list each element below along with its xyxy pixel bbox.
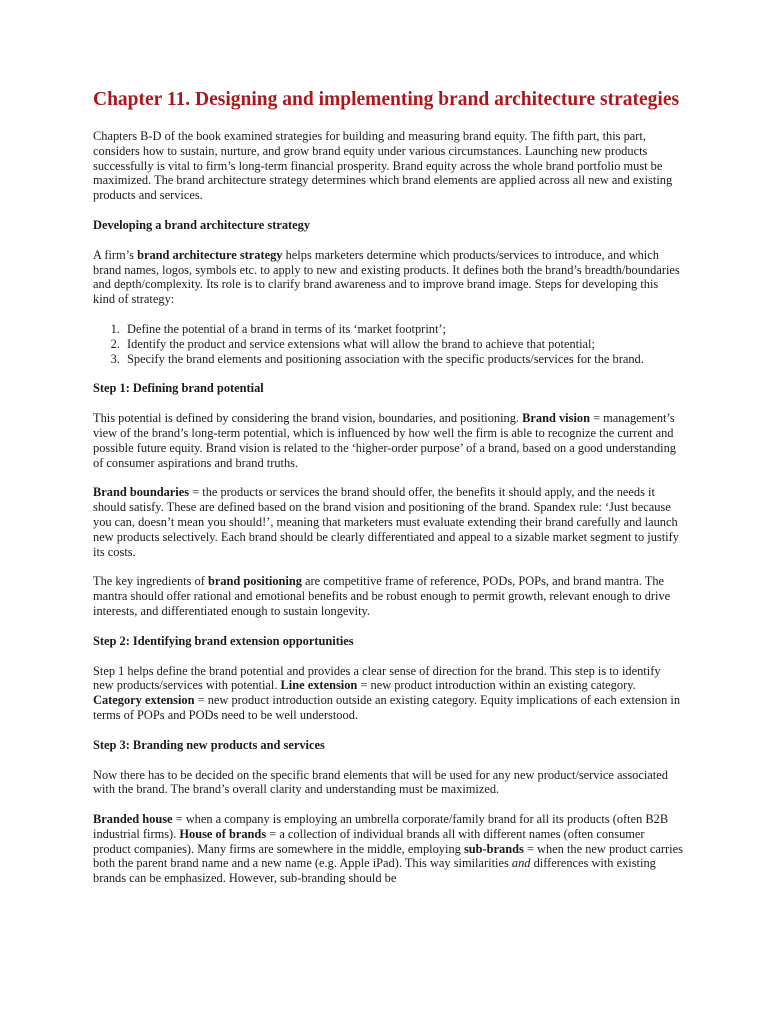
- list-item: 1. Define the potential of a brand in terms of its ‘market footprint’;: [123, 322, 683, 337]
- step1-paragraph-boundaries: Brand boundaries = the products or services the brand should offer, the benefits it should apply, and the needs it should satisfy. These are defined based on the brand vision and positioning of the brand. Spandex rule: ‘Just because you can, doesn’t mean you should!’, meaning that marketers must evaluate extending their brand carefully and launch new products selectively. Each brand should be clearly differentiated and appeal to a sizable market segment to justify its costs.: [93, 485, 679, 559]
- term-sub-brands: sub-brands: [463, 841, 524, 856]
- term-category-extension: Category extension: [93, 693, 195, 708]
- term-brand-architecture-strategy: brand architecture strategy: [137, 247, 283, 262]
- step3-paragraph-elements: Now there has to be decided on the specific brand elements that will be used for any new product/service associated with the brand. The brand’s overall clarity and understanding must be maximized.: [93, 767, 668, 797]
- step3-paragraph-branding: Branded house = when a company is employing an umbrella corporate/family brand for all its products (often B2B industrial firms). House of brands = a collection of individual brands all with different names (often consumer product companies). Many firms are somewhere in the middle, employing sub-brands = when the new product carries both the parent brand name and a new name (e.g. Apple iPad). This way similarities and differences with existing brands can be emphasized. However, sub-branding should be: [93, 812, 683, 886]
- term-house-of-brands: House of brands: [179, 826, 267, 841]
- term-brand-boundaries: Brand boundaries: [93, 485, 190, 500]
- step1-heading: Step 1: Defining brand potential: [93, 381, 264, 396]
- term-line-extension: Line extension: [280, 678, 358, 693]
- steps-list: [93, 322, 683, 366]
- step2-heading: Step 2: Identifying brand extension opportunities: [93, 633, 354, 648]
- step1-paragraph-positioning: The key ingredients of brand positioning are competitive frame of reference, PODs, POPs, and brand mantra. The mantra should offer rational and emotional benefits and be robust enough to permit growth, relevant enough to drive interests, and differentiated enough to sustain longevity.: [93, 574, 671, 618]
- term-brand-positioning: brand positioning: [207, 574, 302, 589]
- emphasis-and: and: [511, 856, 531, 871]
- intro-paragraph: Chapters B-D of the book examined strategies for building and measuring brand equity. The fifth part, this part, considers how to sustain, nurture, and grow brand equity under various circumstances. Launching new products successfully is vital to firm’s long-term financial prosperity. Brand equity across the whole brand portfolio must be maximized. The brand architecture strategy determines which brand elements are applied across all new and existing products and services.: [93, 129, 673, 203]
- list-item: 2. Identify the product and service extensions what will allow the brand to achieve that potential;: [123, 337, 683, 352]
- step2-paragraph: Step 1 helps define the brand potential and provides a clear sense of direction for the brand. This step is to identify new products/services with potential. Line extension = new product introduction within an existing category. Category extension = new product introduction outside an existing category. Equity implications of each extension in terms of POPs and PODs need to be well understood.: [93, 663, 681, 722]
- document-page: [93, 88, 683, 901]
- list-item: 3. Specify the brand elements and positioning association with the specific products/services for the brand.: [123, 352, 683, 367]
- term-brand-vision: Brand vision: [522, 411, 590, 426]
- step1-paragraph-vision: This potential is defined by considering the brand vision, boundaries, and positioning. Brand vision = management’s view of the brand’s long-term potential, which is influenced by how well the firm is able to recognize the current and possible future equity. Brand vision is related to the ‘higher-order purpose’ of a brand, based on a good understanding of consumer aspirations and brand truths.: [93, 411, 676, 470]
- section-heading-architecture: Developing a brand architecture strategy: [93, 217, 311, 232]
- chapter-title: Chapter 11. Designing and implementing brand architecture strategies: [93, 89, 680, 110]
- step3-heading: Step 3: Branding new products and services: [93, 737, 325, 752]
- architecture-paragraph: A firm’s brand architecture strategy helps marketers determine which products/services to introduce, and which brand names, logos, symbols etc. to apply to new and existing products. It defines both the brand’s breadth/boundaries and depth/complexity. Its role is to clarify brand awareness and to improve brand image. Steps for developing this kind of strategy:: [93, 247, 680, 307]
- term-branded-house: Branded house: [93, 812, 173, 827]
